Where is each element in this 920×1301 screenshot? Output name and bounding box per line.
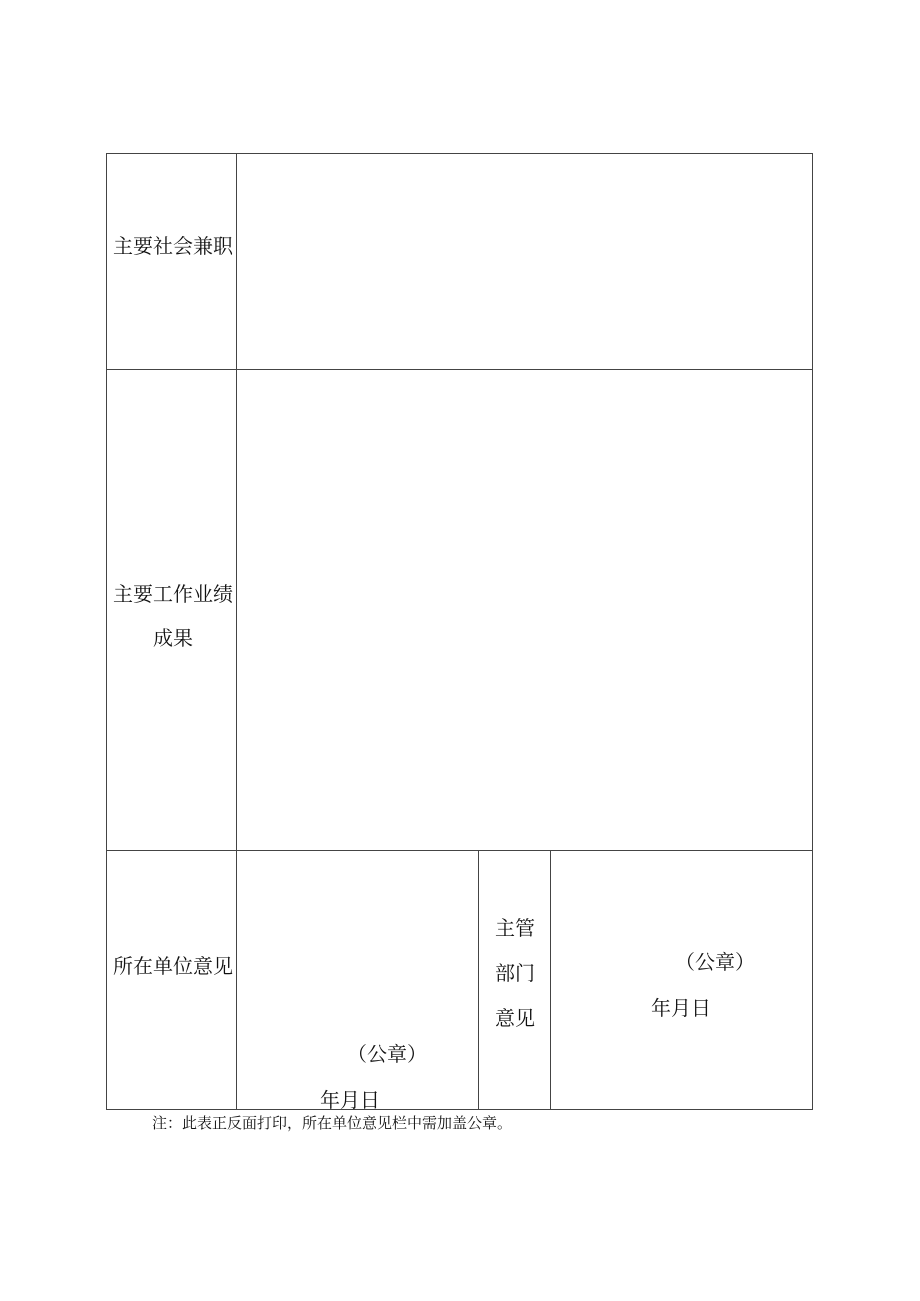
unit-seal-text: （公章） <box>347 1042 427 1066</box>
unit-opinion-label: 所在单位意见 <box>113 954 233 978</box>
social-positions-label: 主要社会兼职 <box>113 234 233 258</box>
authority-seal-text: （公章） <box>675 950 755 974</box>
social-positions-field[interactable] <box>238 155 812 368</box>
achievements-label: 主要工作业绩成果 <box>113 582 233 650</box>
opinion-column-divider <box>550 850 551 1109</box>
application-form-table <box>106 153 813 1110</box>
label-column-divider <box>236 154 237 1109</box>
footnote: 注：此表正反面打印，所在单位意见栏中需加盖公章。 <box>152 1114 513 1132</box>
row-divider <box>107 369 812 370</box>
authority-opinion-label: 主管部门意见 <box>495 916 535 1030</box>
row-divider <box>107 850 812 851</box>
unit-date-text: 年月日 <box>320 1088 380 1112</box>
authority-date-text: 年月日 <box>651 996 711 1020</box>
achievements-field[interactable] <box>238 371 812 849</box>
opinion-column-divider <box>478 850 479 1109</box>
